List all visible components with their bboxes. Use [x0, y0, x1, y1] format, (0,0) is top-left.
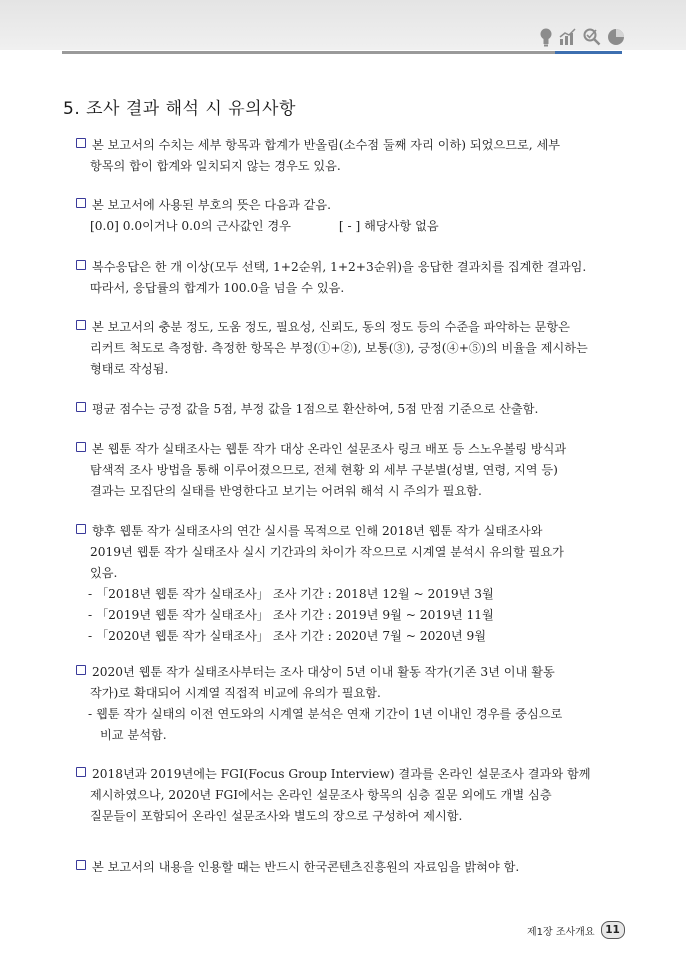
checkbox-bullet-icon: [76, 665, 86, 675]
sub-note: - 웹툰 작가 실태의 이전 연도와의 시계열 분석은 연재 기간이 1년 이내인 경우를 중심으로: [88, 707, 563, 721]
checkbox-bullet-icon: [76, 442, 86, 452]
header-rule-accent: [555, 51, 622, 54]
period-2020: - 「2020년 웹툰 작가 실태조사」 조사 기간 : 2020년 7월 ~ 2020년 9월: [88, 629, 486, 643]
note-line: 본 웹툰 작가 실태조사는 웹툰 작가 대상 온라인 설문조사 링크 배포 등 스노우볼링 방식과: [92, 442, 567, 456]
note-line: 평균 점수는 긍정 값을 5점, 부정 값을 1점으로 환산하여, 5점 만점 기준으로 산출함.: [92, 402, 539, 416]
note-line: 있음.: [90, 566, 118, 580]
note-item: [76, 317, 624, 380]
checkbox-bullet-icon: [76, 260, 86, 270]
period-2018: - 「2018년 웹툰 작가 실태조사」 조사 기간 : 2018년 12월 ~ 2019년 3월: [88, 587, 494, 601]
lightbulb-icon: [539, 27, 553, 47]
note-line: 2018년과 2019년에는 FGI(Focus Group Interview) 결과를 온라인 설문조사 결과와 함께: [92, 767, 591, 781]
page-footer: [527, 921, 625, 939]
note-line: 본 보고서의 수치는 세부 항목과 합계가 반올림(소수점 둘째 자리 이하) 되었으므로, 세부: [92, 138, 561, 152]
legend-dash: [ - ] 해당사항 없음: [338, 219, 439, 233]
note-item: [76, 662, 624, 746]
note-item: [76, 764, 624, 827]
note-line: 항목의 합이 합계와 일치되지 않는 경우도 있음.: [90, 159, 341, 173]
magnifier-check-icon: [583, 28, 601, 46]
note-item: [76, 439, 624, 502]
note-line: 형태로 작성됨.: [90, 362, 169, 376]
checkbox-bullet-icon: [76, 860, 86, 870]
note-line: 결과는 모집단의 실태를 반영한다고 보기는 어려워 해석 시 주의가 필요함.: [90, 484, 482, 498]
header-rule: [62, 51, 622, 54]
note-line: 2020년 웹툰 작가 실태조사부터는 조사 대상이 5년 이내 활동 작가(기존 3년 이내 활동: [92, 665, 555, 679]
page-number: 11: [601, 921, 625, 939]
note-line: 본 보고서의 내용을 인용할 때는 반드시 한국콘텐츠진흥원의 자료임을 밝혀야 함.: [92, 860, 520, 874]
note-item: [76, 135, 624, 177]
chapter-label: 제1장 조사개요: [527, 926, 595, 938]
note-item: [76, 399, 624, 420]
note-line: 따라서, 응답률의 합계가 100.0을 넘을 수 있음.: [90, 281, 345, 295]
note-line: 제시하였으나, 2020년 FGI에서는 온라인 설문조사 항목의 심층 질문 외에도 개별 심층: [90, 788, 552, 802]
note-line: 질문들이 포함되어 온라인 설문조사와 별도의 장으로 구성하여 제시함.: [90, 809, 463, 823]
note-line: 작가)로 확대되어 시계열 직접적 비교에 유의가 필요함.: [90, 686, 381, 700]
period-2019: - 「2019년 웹툰 작가 실태조사」 조사 기간 : 2019년 9월 ~ 2019년 11월: [88, 608, 494, 622]
bar-chart-icon: [559, 28, 577, 46]
section-title: 5. 조사 결과 해석 시 유의사항: [63, 99, 296, 119]
checkbox-bullet-icon: [76, 320, 86, 330]
note-line: 리커트 척도로 측정함. 측정한 항목은 부정(①+②), 보통(③), 긍정(④+⑤)의 비율을 제시하는: [90, 341, 588, 355]
checkbox-bullet-icon: [76, 767, 86, 777]
checkbox-bullet-icon: [76, 138, 86, 148]
checkbox-bullet-icon: [76, 524, 86, 534]
checkbox-bullet-icon: [76, 198, 86, 208]
note-line: 복수응답은 한 개 이상(모두 선택, 1+2순위, 1+2+3순위)을 응답한 결과치를 집계한 결과임.: [92, 260, 587, 274]
pie-chart-icon: [607, 28, 625, 46]
note-item: [76, 257, 624, 299]
note-item: [76, 857, 624, 878]
sub-note-cont: 비교 분석함.: [100, 728, 167, 742]
note-line: 본 보고서에 사용된 부호의 뜻은 다음과 같음.: [92, 198, 332, 212]
note-item: [76, 195, 624, 237]
note-line: 2019년 웹툰 작가 실태조사 실시 기간과의 차이가 작으므로 시계열 분석시 유의할 필요가: [90, 545, 564, 559]
note-item: [76, 521, 624, 647]
checkbox-bullet-icon: [76, 402, 86, 412]
header-icons: [539, 26, 625, 48]
note-line: 탐색적 조사 방법을 통해 이루어졌으므로, 전체 현황 외 세부 구분별(성별, 연령, 지역 등): [90, 463, 558, 477]
legend-zero: [0.0] 0.0이거나 0.0의 근사값인 경우: [90, 219, 291, 233]
note-line: 본 보고서의 충분 정도, 도움 정도, 필요성, 신뢰도, 동의 정도 등의 수준을 파악하는 문항은: [92, 320, 570, 334]
note-line: 향후 웹툰 작가 실태조사의 연간 실시를 목적으로 인해 2018년 웹툰 작가 실태조사와: [92, 524, 543, 538]
